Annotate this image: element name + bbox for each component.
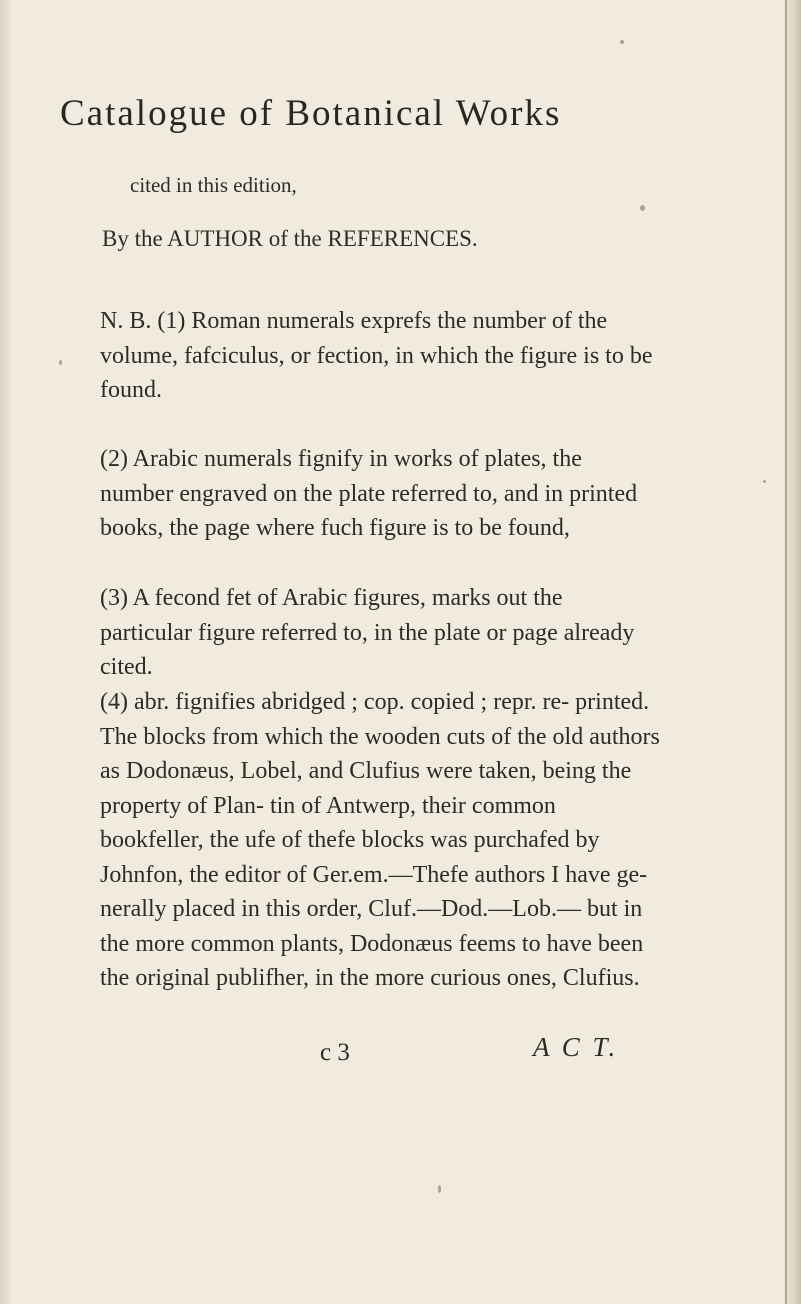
note-paragraph-1: N. B. (1) Roman numerals exprefs the number of the volume, fafciculus, or fection, in which the figure is to be found.	[100, 308, 653, 403]
catchword: A C T.	[533, 1032, 619, 1062]
note-paragraph-4: (4) abr. fignifies abridged ; cop. copied ; repr. re- printed. The blocks from which the wooden cuts of the old authors as Dodonæus, Lobel, and Clufius were taken, being the property of Plan- tin of Antwerp, their common bookfeller, the ufe of thefe blocks was purchafed by Johnfon, the editor of Ger.em.—Thefe authors I have ge- nerally placed in this order, Cluf.—Dod.—Lob.— but in the more common plants, Dodonæus feems to have been the original publifher, in the more curious ones, Clufius.	[100, 689, 660, 991]
paper-speck	[59, 360, 62, 365]
paper-speck	[620, 40, 624, 44]
signature-mark: c 3	[320, 1039, 350, 1066]
page-gutter-line	[785, 0, 787, 1304]
paper-speck	[438, 1185, 441, 1193]
note-paragraph-3: (3) A fecond fet of Arabic figures, marks out the particular figure referred to, in the plate or page already cited.	[100, 585, 635, 680]
page-left-edge	[0, 0, 12, 1304]
paper-speck	[640, 205, 645, 211]
author-byline: By the AUTHOR of the REFERENCES.	[102, 226, 478, 251]
page-title: Catalogue of Botanical Works	[60, 93, 562, 134]
paper-speck	[763, 480, 766, 483]
note-paragraph-2: (2) Arabic numerals fignify in works of plates, the number engraved on the plate referred to, and in printed books, the page where fuch figure is to be found,	[100, 446, 638, 541]
page-subtitle: cited in this edition,	[130, 173, 297, 197]
